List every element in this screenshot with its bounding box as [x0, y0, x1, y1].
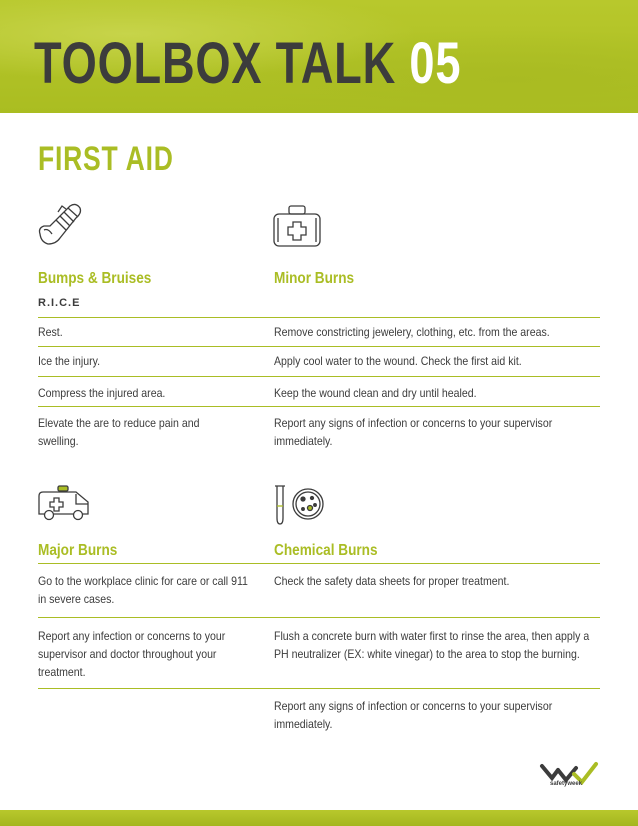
bumps-bruises-heading: Bumps & Bruises	[38, 270, 152, 287]
list-item: Apply cool water to the wound. Check the first aid kit.	[274, 354, 522, 368]
bandaged-arm-icon	[36, 200, 86, 248]
list-item: Go to the workplace clinic for care or call 911 in severe cases.	[38, 574, 248, 606]
divider	[38, 617, 600, 618]
divider	[38, 688, 600, 689]
list-item: Remove constricting jewelery, clothing, etc. from the areas.	[274, 325, 550, 339]
list-item: Report any signs of infection or concerns to your supervisor immediately.	[274, 699, 553, 731]
ambulance-icon	[36, 484, 92, 522]
list-item: Report any infection or concerns to your supervisor and doctor throughout your treatment.	[38, 629, 226, 679]
rice-subheading: R.I.C.E	[38, 297, 81, 309]
divider	[38, 563, 600, 564]
banner-title	[34, 31, 462, 96]
divider	[38, 376, 600, 377]
major-burns-heading: Major Burns	[38, 542, 118, 559]
list-item: Keep the wound clean and dry until healed.	[274, 386, 477, 400]
divider	[38, 317, 600, 318]
section-title: FIRST AID	[38, 140, 174, 178]
minor-burns-heading: Minor Burns	[274, 270, 355, 287]
first-aid-kit-icon	[272, 204, 322, 248]
divider	[38, 346, 600, 347]
list-item: Rest.	[38, 325, 63, 339]
divider	[38, 406, 600, 407]
test-tube-petri-dish-icon	[270, 484, 326, 526]
list-item: Ice the injury.	[38, 354, 101, 368]
safety-week-logo	[538, 760, 600, 794]
footer-bar	[0, 810, 638, 826]
logo-text: safetyweek	[550, 781, 583, 787]
list-item: Check the safety data sheets for proper treatment.	[274, 574, 510, 588]
header-banner	[0, 0, 638, 113]
list-item: Compress the injured area.	[38, 386, 166, 400]
list-item: Flush a concrete burn with water first to rinse the area, then apply a PH neutralizer (EX: white vinegar) to the area to stop the burning.	[274, 629, 590, 661]
list-item: Report any signs of infection or concerns to your supervisor immediately.	[274, 416, 553, 448]
chemical-burns-heading: Chemical Burns	[274, 542, 378, 559]
talk-number: 05	[409, 31, 462, 96]
banner-title-text: TOOLBOX TALK	[34, 31, 397, 96]
list-item: Elevate the are to reduce pain and swelling.	[38, 416, 200, 448]
